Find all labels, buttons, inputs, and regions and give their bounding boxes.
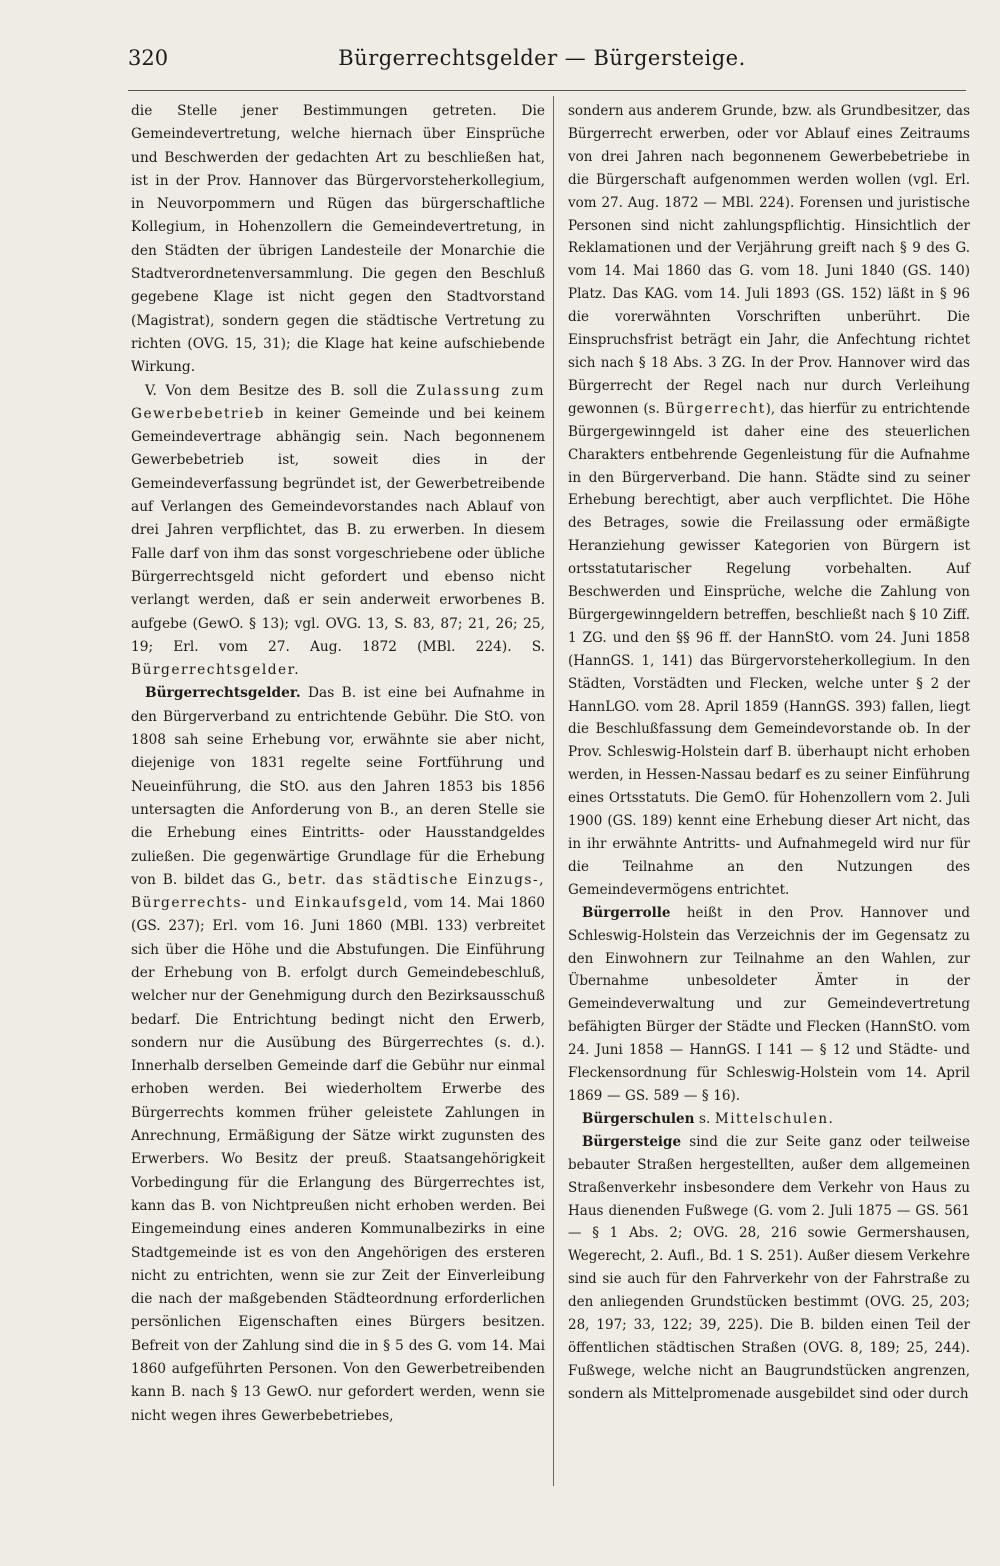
cross-reference: Mittelschulen. — [714, 1110, 835, 1127]
entry — [568, 1131, 970, 1406]
page-number: 320 — [128, 46, 169, 70]
entry-headword: Bürgersteige — [582, 1133, 682, 1150]
paragraph-text: Das B. ist eine bei Aufnahme in den Bürgerverband zu entrichtende Gebühr. Die StO. von 1808 sah seine Erhebung vor, erwähnte sie aber nicht, diejenige von 1831 regelte seine Fortführung und Neueinführung, die StO. aus den Jahren 1853 bis 1856 untersagten die Anforderung von B., an deren Stelle sie die Erhebung eines Eintritts- oder Hausstandgeldes zuließen. Die gegenwärtige Grundlage für die Erhebung von B. bildet das G., — [131, 685, 545, 888]
paragraph-text: ), das hierfür zu entrichtende Bürgergewinngeld ist daher eine des steuerlichen Charakters entbehrende Gegenleistung für die Aufnahme in den Bürgerverband. Die hann. Städte sind zu seiner Erhebung berechtigt, aber auch verpflichtet. Die Höhe des Betrages, sowie die Freilassung oder ermäßigte Heranziehung gewisser Kategorien von Bürgern ist ortsstatutarischer Regelung vorbehalten. Auf Beschwerden und Einsprüche, welche die Zahlung von Bürgergewinngeldern betreffen, beschließt nach § 10 Ziff. 1 ZG. und den §§ 96 ff. der HannStO. vom 24. Juni 1858 (HannGS. 1, 141) das Bürgervorsteherkollegium. In den Städten, Vorstädten und Flecken, welche unter § 2 der HannLGO. vom 28. April 1859 (HannGS. 393) fallen, liegt die Beschlußfassung dem Gemeindevorstande ob. In der Prov. Schleswig-Holstein darf B. überhaupt nicht erhoben werden, in Hessen-Nassau bedarf es zu seiner Einführung eines Ortsstatuts. Die GemO. für Hohenzollern vom 2. Juli 1900 (GS. 189) kennt eine Erhebung dieser Art nicht, das in ihr erwähnte Antritts- und Aufnahmegeld wird nur für die Teilnahme an den Nutzungen des Gemeindevermögens entrichtet. — [568, 400, 971, 898]
paragraph-text: V. Von dem Besitze des B. soll die — [145, 382, 417, 399]
entry — [131, 682, 545, 1428]
page-header — [118, 44, 966, 78]
running-head: Bürgerrechtsgelder — Bürgersteige. — [338, 46, 746, 70]
paragraph-text: , vom 14. Mai 1860 (GS. 237); Erl. vom 16. Juni 1860 (MBl. 133) verbreitet sich über die Höhe und die Abstufungen. Die Einführung der Erhebung von B. erfolgt durch Gemeindebeschluß, welcher nur der Genehmigung durch den Bezirksausschuß bedarf. Die Entrichtung bedingt nicht den Erwerb, sondern nur die Ausübung des Bürgerrechtes (s. d.). Innerhalb derselben Gemeinde darf die Gebühr nur einmal erhoben werden. Bei wiederholtem Erwerbe des Bürgerrechts kommen früher geleistete Zahlungen in Anrechnung, Ermäßigung der Sätze wirkt zugunsten des Erwerbers. Wo Besitz der preuß. Staatsangehörigkeit Vorbedingung für die Erlangung des Bürgerrechtes ist, kann das B. von Nichtpreußen nicht erhoben werden. Bei Eingemeindung eines anderen Kommunalbezirks in eine Stadtgemeinde ist es von den Angehörigen des ersteren nicht zu entrichten, wenn sie zur Zeit der Einverleibung die nach der maßgebenden Städteordnung erforderlichen persönlichen Eigenschaften eines Bürgers besitzen. Befreit von der Zahlung sind die in § 5 des G. vom 14. Mai 1860 aufgeführten Personen. Von den Gewerbetreibenden kann B. nach § 13 GewO. nur gefordert werden, wenn sie nicht wegen ihres Gewerbebetriebes, — [131, 895, 545, 1424]
paragraph-text: heißt in den Prov. Hannover und Schleswig-Holstein das Verzeichnis der im Gegensatz zu den Einwohnern zur Teilnahme an den Wahlen, zur Übernahme unbesoldeter Ämter in der Gemeindeverwaltung und zur Gemeindevertretung befähigten Bürger der Städte und Flecken (HannStO. vom 24. Juni 1858 — HannGS. I 141 — § 12 und Städte- und Fleckensordnung für Schleswig-Holstein vom 14. April 1869 — GS. 589 — § 16). — [568, 904, 970, 1104]
paragraph-text: die Stelle jener Bestimmungen getreten. Die Gemeindevertretung, welche hiernach über Einsprüche und Beschwerden der gedachten Art zu beschließen hat, ist in der Prov. Hannover das Bürgervorsteherkollegium, in Neuvorpommern und Rügen das bürgerschaftliche Kollegium, in Hohenzollern die Gemeindevertretung, in den Städten der übrigen Landesteile der Monarchie die Stadtverordnetenversammlung. Die gegen den Beschluß gegebene Klage ist nicht gegen den Stadtvorstand (Magistrat), sondern gegen die städtische Vertretung zu richten (OVG. 15, 31); die Klage hat keine aufschiebende Wirkung. — [131, 103, 545, 376]
paragraph-text: in keiner Gemeinde und bei keinem Gemeindevertrage abhängig sein. Nach begonnenem Gewerbebetrieb ist, soweit dies in der Gemeindeverfassung begründet ist, der Gewerbetreibende auf Verlangen des Gemeindevorstandes nach Ablauf von drei Jahren verpflichtet, das B. zu erwerben. In diesem Falle darf von ihm das sonst vorgeschriebene oder übliche Bürgerrechtsgeld nicht gefordert und ebenso nicht verlangt werden, daß er sein anderweit erworbenes B. aufgebe (GewO. § 13); vgl. OVG. 13, S. 83, 87; 21, 26; 25, 19; Erl. vom 27. Aug. 1872 (MBl. 224). S. — [131, 405, 545, 655]
entry-headword: Bürgerschulen — [582, 1110, 695, 1127]
paragraph — [131, 100, 545, 380]
spaced-emphasis: Zulassung zum Gewerbebetrieb — [131, 382, 545, 422]
entry-headword: Bürgerrechtsgelder. — [145, 685, 301, 702]
paragraph-text: s. — [694, 1110, 715, 1127]
spaced-emphasis: betr. das städtische Einzugs-, Bürgerrechts- und Einkaufsgeld — [131, 871, 545, 912]
paragraph — [568, 100, 970, 902]
paragraph-text: sondern aus anderem Grunde, bzw. als Grundbesitzer, das Bürgerrecht erwerben, oder vor Ablauf eines Zeitraums von drei Jahren nach begonnenem Gewerbebetriebe in die Bürgerschaft aufgenommen werden wollen (vgl. Erl. vom 27. Aug. 1872 — MBl. 224). Forensen und juristische Personen sind nicht zahlungspflichtig. Hinsichtlich der Reklamationen und der Verjährung greift nach § 9 des G. vom 14. Mai 1860 das G. vom 18. Juni 1840 (GS. 140) Platz. Das KAG. vom 14. Juli 1893 (GS. 152) läßt in § 96 die vorerwähnten Vorschriften unberührt. Die Einspruchsfrist beträgt ein Jahr, die Anfechtung richtet sich nach § 18 Abs. 3 ZG. In der Prov. Hannover wird das Bürgerrecht der Regel nach nur durch Verleihung gewonnen (s. — [568, 103, 970, 417]
cross-reference: Bürgerrechtsgelder. — [131, 662, 301, 679]
entry-headword: Bürgerrolle — [582, 904, 671, 921]
entry — [568, 902, 970, 1108]
right-column — [568, 100, 970, 1406]
column-divider — [553, 96, 554, 1486]
paragraph — [131, 380, 545, 683]
cross-reference: Bürgerrecht — [664, 400, 766, 417]
left-column — [131, 100, 545, 1428]
header-rule — [128, 90, 966, 91]
entry — [568, 1108, 970, 1131]
paragraph-text: sind die zur Seite ganz oder teilweise bebauter Straßen hergestellten, außer dem allgemeinen Straßenverkehr insbesondere dem Verkehr von Haus zu Haus dienenden Fußwege (G. vom 2. Juli 1875 — GS. 561 — § 1 Abs. 2; OVG. 28, 216 sowie Germershausen, Wegerecht, 2. Aufl., Bd. 1 S. 251). Außer diesem Verkehre sind sie auch für den Fahrverkehr von der Fahrstraße zu den anliegenden Grundstücken bestimmt (OVG. 25, 203; 28, 197; 33, 122; 39, 225). Die B. bilden einen Teil der öffentlichen städtischen Straßen (OVG. 8, 189; 25, 244). Fußwege, welche nicht an Baugrundstücken angrenzen, sondern als Mittelpromenade ausgebildet sind oder durch — [568, 1133, 970, 1402]
